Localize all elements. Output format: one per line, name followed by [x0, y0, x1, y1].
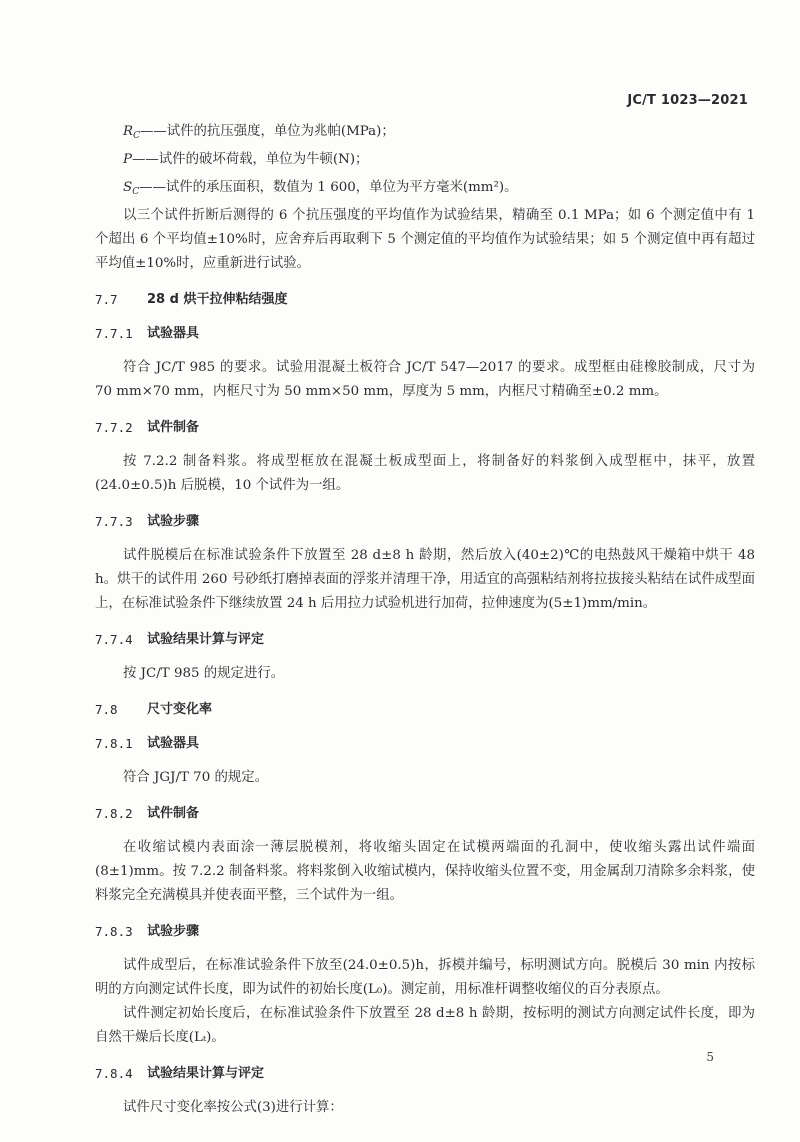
definition-rc	[95, 120, 755, 148]
section-body: 试件脱模后在标准试验条件下放置至 28 d±8 h 龄期，然后放入(40±2)℃的电热鼓风干燥箱中烘干 48 h。烘干的试件用 260 号砂纸打磨掉表面的浮浆并清理干净，用适宜的高强粘结剂将拉拔接头粘结在试件成型面上，在标准试验条件下继续放置 24 h 后用拉力试验机进行加荷，拉伸速度为(5±1)mm/min。	[95, 548, 755, 611]
section-number: 7.8.1	[95, 736, 133, 751]
section-7-8	[95, 700, 755, 720]
section-number: 7.7.2	[95, 420, 133, 435]
section-number: 7.8.3	[95, 924, 133, 939]
section-body: 按 7.2.2 制备料浆。将成型框放在混凝土板成型面上，将制备好的料浆倒入成型框中，抹平，放置(24.0±0.5)h 后脱模，10 个试件为一组。	[95, 454, 755, 493]
section-7-8-4	[95, 1064, 755, 1084]
section-number: 7.7.1	[95, 326, 133, 341]
section-number: 7.7.3	[95, 514, 133, 529]
section-body: 试件尺寸变化率按公式(3)进行计算：	[123, 1100, 343, 1115]
section-number: 7.7.4	[95, 632, 133, 647]
section-title: 试验步骤	[147, 514, 200, 529]
section-7-8-2	[95, 804, 755, 824]
section-body: 在收缩试模内表面涂一薄层脱模剂，将收缩头固定在试模两端面的孔洞中，使收缩头露出试件端面(8±1)mm。按 7.2.2 制备料浆。将料浆倒入收缩试模内，保持收缩头位置不变，用金属刮刀清除多余料浆，使料浆完全充满模具并使表面平整，三个试件为一组。	[95, 840, 755, 903]
section-7-7	[95, 290, 755, 310]
subscript: C	[133, 131, 140, 141]
section-body: 符合 JC/T 985 的要求。试验用混凝土板符合 JC/T 547—2017 的要求。成型框由硅橡胶制成，尺寸为 70 mm×70 mm，内框尺寸为 50 mm×50 mm，厚度为 5 mm，内框尺寸精确至±0.2 mm。	[95, 360, 755, 399]
subscript: C	[132, 187, 140, 197]
section-title: 试件制备	[147, 806, 200, 821]
section-7-7-1	[95, 324, 755, 344]
section-title: 试验器具	[147, 736, 200, 751]
section-body: 按 JC/T 985 的规定进行。	[123, 666, 285, 681]
section-title: 试件制备	[147, 420, 200, 435]
section-7-8-1	[95, 734, 755, 754]
section-body: 试件测定初始长度后，在标准试验条件下放置至 28 d±8 h 龄期，按标明的测试方向测定试件长度，即为自然干燥后长度(Lₜ)。	[95, 1006, 755, 1045]
section-title: 试验步骤	[147, 924, 200, 939]
definition-text: ——试件的抗压强度，单位为兆帕(MPa)；	[139, 124, 395, 139]
section-body: 试件成型后，在标准试验条件下放至(24.0±0.5)h，拆模并编号，标明测试方向。脱模后 30 min 内按标明的方向测定试件长度，即为试件的初始长度(L₀)。测定前，用标准杆调整收缩仪的百分表原点。	[95, 958, 755, 997]
section-7-7-3	[95, 512, 755, 532]
section-number: 7.7	[95, 292, 118, 307]
page-content	[95, 120, 755, 1120]
section-title: 试验器具	[147, 326, 200, 341]
definition-sc	[95, 176, 755, 204]
section-number: 7.8	[95, 702, 118, 717]
definition-text: ——试件的承压面积，数值为 1 600，单位为平方毫米(mm²)。	[139, 180, 518, 195]
section-7-7-2	[95, 418, 755, 438]
result-paragraph: 以三个试件折断后测得的 6 个抗压强度的平均值作为试验结果，精确至 0.1 MPa；如 6 个测定值中有 1 个超出 6 个平均值±10%时，应舍弃后再取剩下 5 个测定值的平均值作为试验结果；如 5 个测定值中再有超过平均值±10%时，应重新进行试验。	[95, 208, 755, 271]
section-number: 7.8.4	[95, 1066, 133, 1081]
standard-code: JC/T 1023—2021	[627, 93, 748, 108]
section-title: 尺寸变化率	[147, 702, 213, 717]
section-body: 符合 JGJ/T 70 的规定。	[123, 770, 269, 785]
section-7-7-4	[95, 630, 755, 650]
symbol: P	[123, 152, 133, 167]
section-title: 试验结果计算与评定	[147, 632, 265, 647]
symbol: R	[123, 124, 134, 139]
section-number: 7.8.2	[95, 806, 133, 821]
section-7-8-3	[95, 922, 755, 942]
section-title: 28 d 烘干拉伸粘结强度	[147, 292, 288, 307]
definition-p	[95, 148, 755, 176]
page-number: 5	[706, 1050, 714, 1064]
definition-text: ——试件的破坏荷载，单位为牛顿(N)；	[132, 152, 369, 167]
symbol: S	[123, 180, 133, 195]
section-title: 试验结果计算与评定	[147, 1066, 265, 1081]
